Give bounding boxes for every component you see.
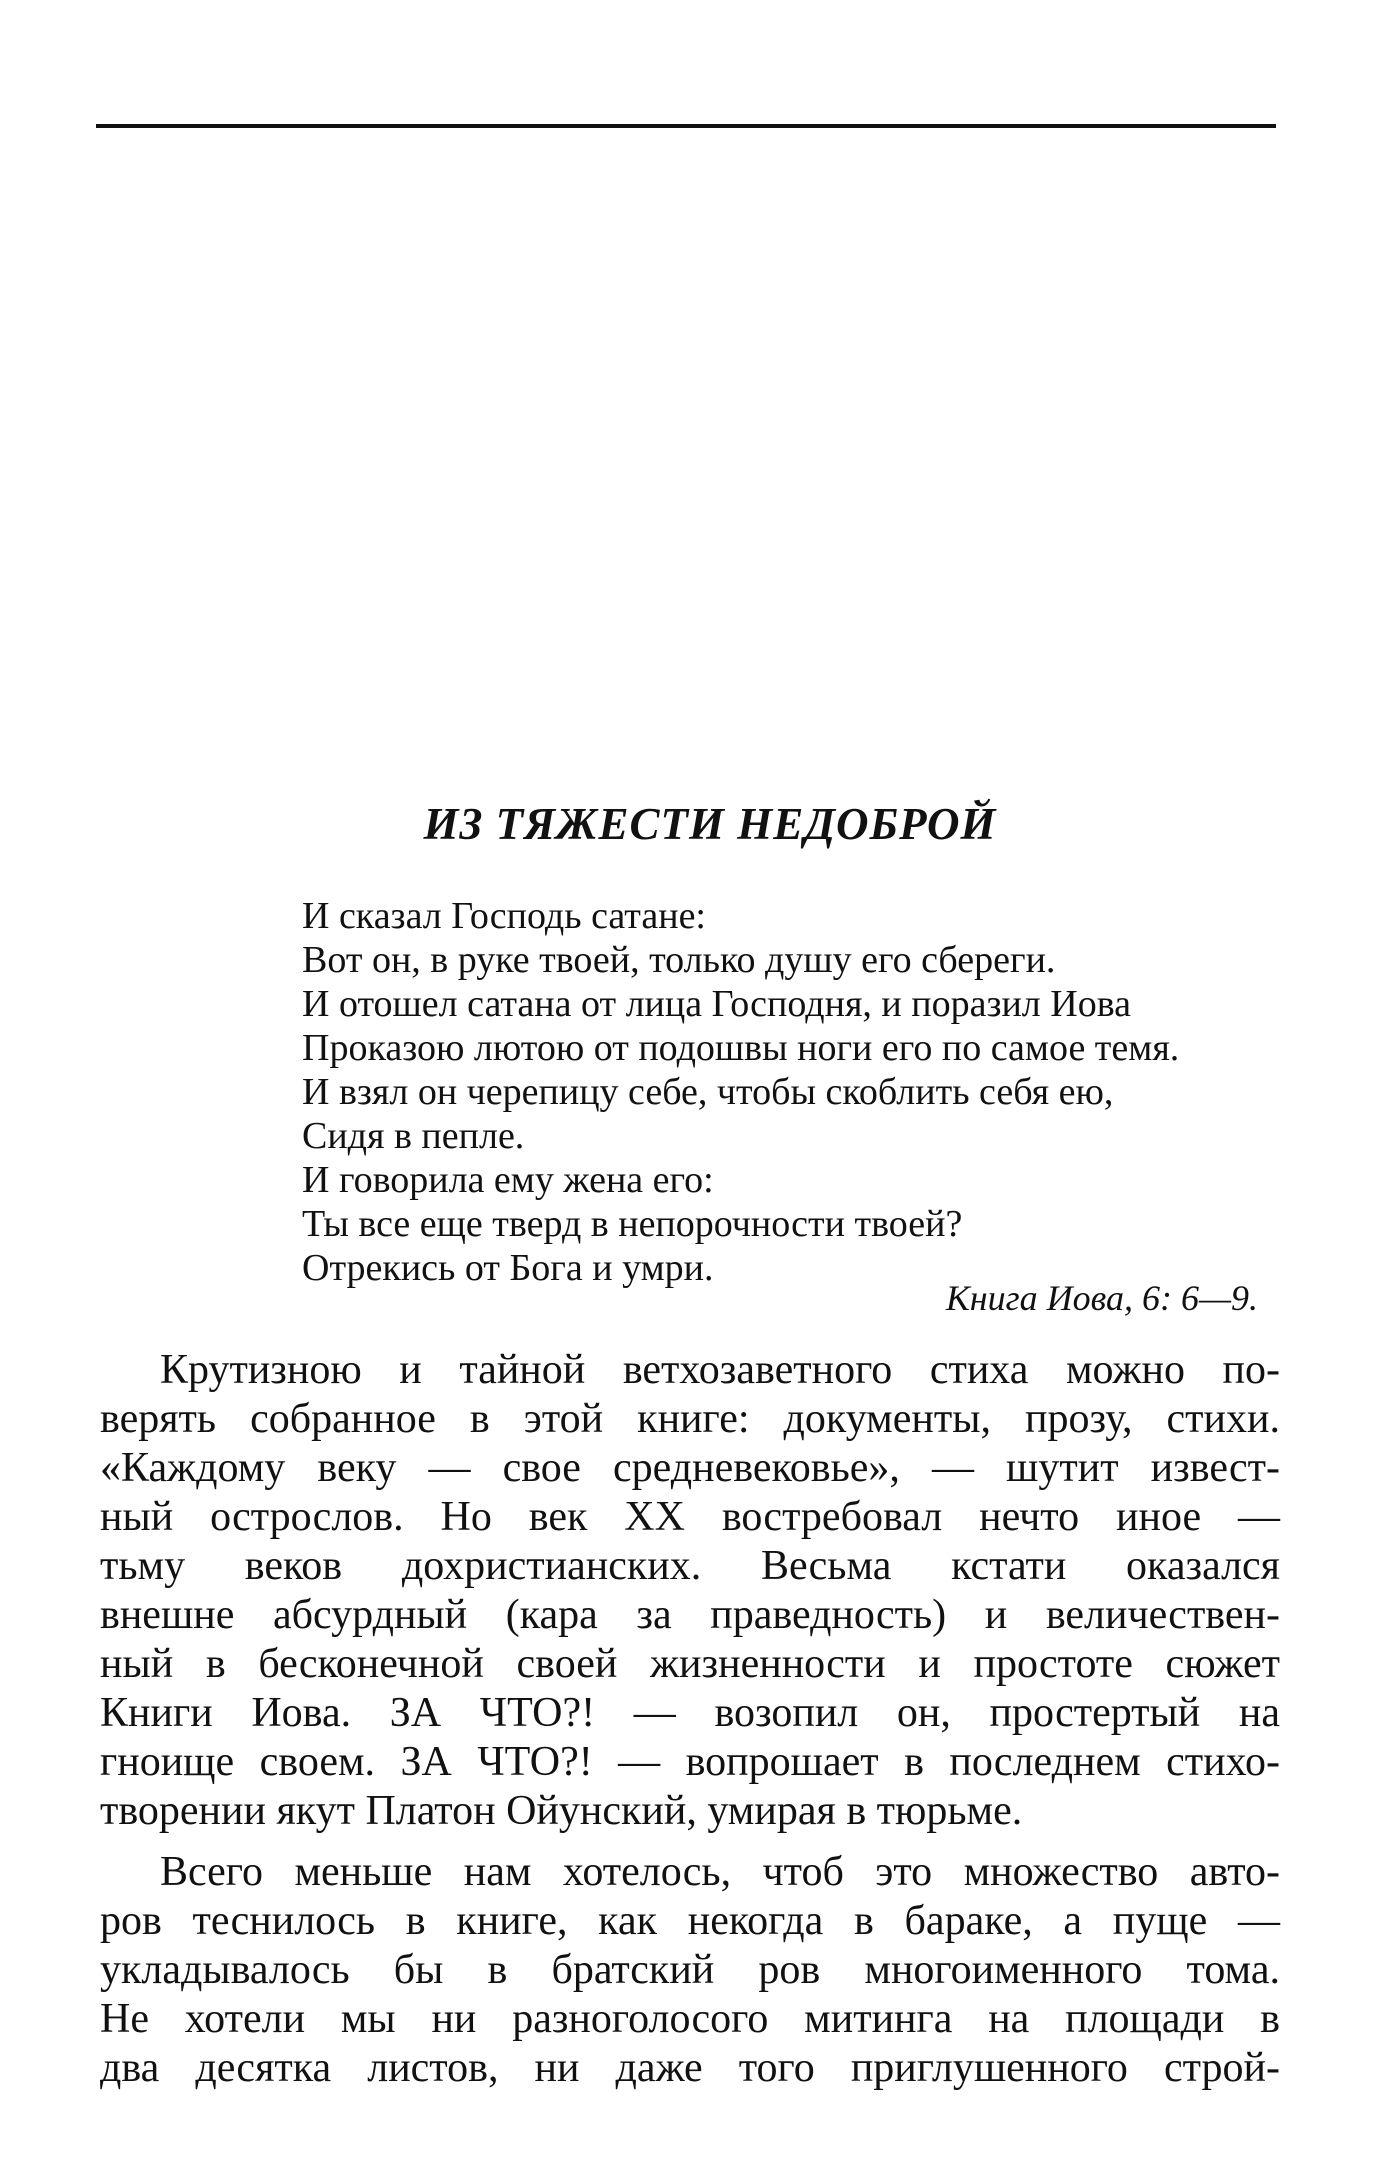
paragraph-line: тьму веков дохристианских. Весьма кстати оказался [100, 1543, 1280, 1589]
epigraph-line: И отошел сатана от лица Господня, и поразил Иова [302, 983, 1132, 1025]
paragraph-line: ный острослов. Но век XX востребовал нечто иное — [100, 1494, 1280, 1540]
epigraph-source: Книга Иова, 6: 6—9. [945, 1278, 1258, 1318]
paragraph-gap [100, 1836, 1280, 1848]
paragraph-line: два десятка листов, ни даже того приглушенного строй- [100, 2045, 1280, 2091]
paragraph-line: Всего меньше нам хотелось, чтоб это множество авто- [160, 1849, 1280, 1895]
paragraph-line: гноище своем. ЗА ЧТО?! — вопрошает в последнем стихо- [100, 1739, 1280, 1785]
paragraph-line: Не хотели мы ни разноголосого митинга на площади в [100, 1996, 1280, 2042]
paragraph-1 [100, 1346, 1280, 1836]
epigraph-line: И сказал Господь сатане: [302, 895, 706, 937]
paragraph-line: творении якут Платон Ойунский, умирая в тюрьме. [100, 1788, 1023, 1834]
paragraph-line: верять собранное в этой книге: документы, прозу, стихи. [100, 1396, 1280, 1442]
top-rule [96, 124, 1276, 128]
epigraph-line: Вот он, в руке твоей, только душу его сбереги. [302, 939, 1056, 981]
epigraph [302, 894, 1282, 1290]
paragraph-line: ров теснилось в книге, как некогда в бараке, а пуще — [100, 1898, 1280, 1944]
epigraph-line: Проказою лютою от подошвы ноги его по самое темя. [302, 1027, 1180, 1069]
paragraph-line: «Каждому веку — свое средневековье», — шутит извест- [100, 1445, 1280, 1491]
epigraph-line: И взял он черепицу себе, чтобы скоблить себя ею, [302, 1071, 1114, 1113]
body-text [100, 1346, 1280, 2093]
epigraph-line: Ты все еще тверд в непорочности твоей? [302, 1203, 963, 1245]
paragraph-2 [100, 1848, 1280, 2093]
epigraph-line: Отрекись от Бога и умри. [302, 1247, 714, 1289]
paragraph-line: Крутизною и тайной ветхозаветного стиха можно по- [160, 1347, 1280, 1393]
chapter-title: ИЗ ТЯЖЕСТИ НЕДОБРОЙ [423, 799, 997, 849]
paragraph-line: укладывалось бы в братский ров многоименного тома. [100, 1947, 1280, 1993]
paragraph-line: ный в бесконечной своей жизненности и простоте сюжет [100, 1641, 1280, 1687]
paragraph-line: Книги Иова. ЗА ЧТО?! — возопил он, простертый на [100, 1690, 1280, 1736]
epigraph-line: И говорила ему жена его: [302, 1159, 714, 1201]
epigraph-line: Сидя в пепле. [302, 1115, 525, 1157]
paragraph-line: внешне абсурдный (кара за праведность) и величествен- [100, 1592, 1280, 1638]
